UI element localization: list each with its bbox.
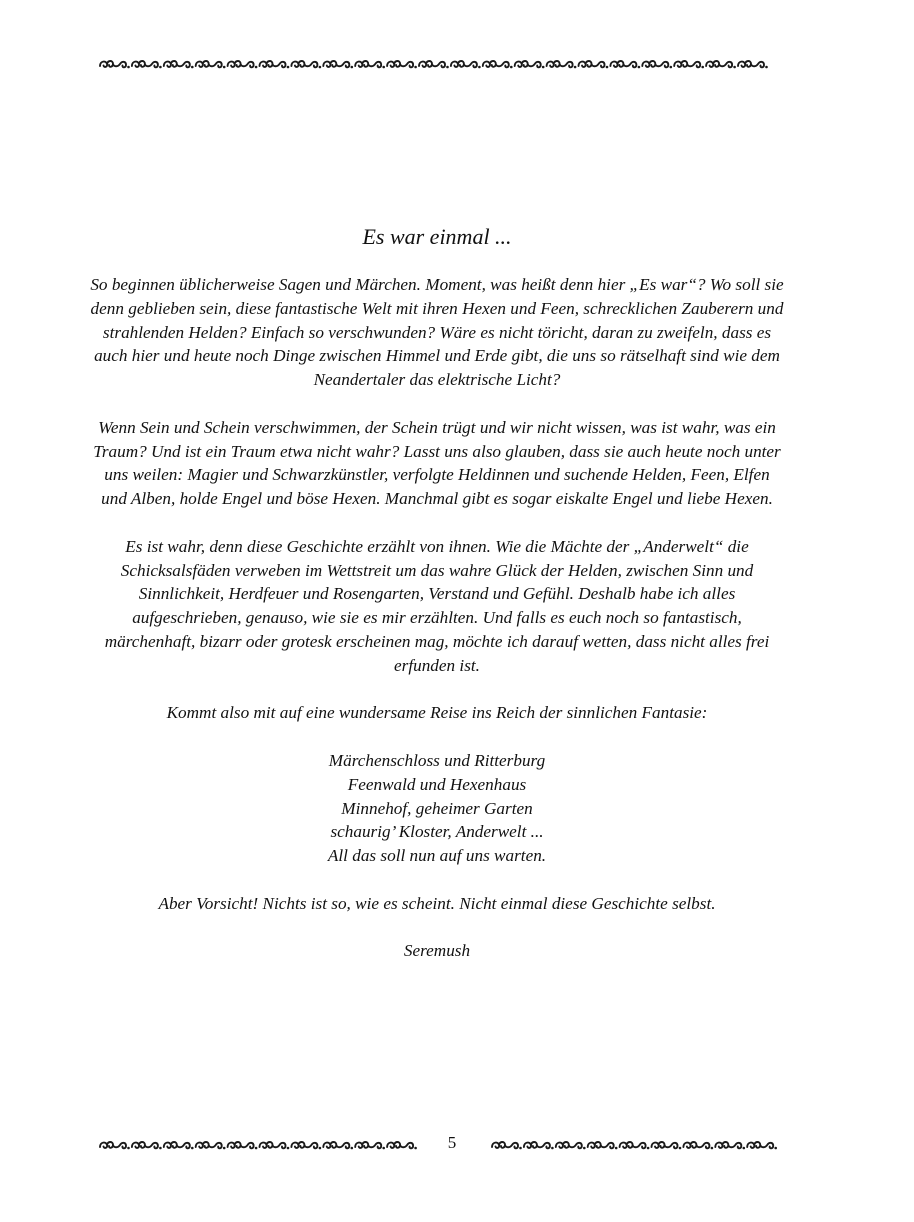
- scroll-ornament-icon: [97, 55, 771, 73]
- scroll-curl-icon: [260, 61, 290, 68]
- scroll-curl-icon: [291, 1142, 321, 1149]
- scroll-curl-icon: [738, 61, 768, 68]
- scroll-curl-icon: [524, 1142, 554, 1149]
- scroll-curl-icon: [323, 1142, 353, 1149]
- paragraph-4: Kommt also mit auf eine wundersame Reise ins Reich der sinnlichen Fantasie:: [166, 703, 708, 723]
- scroll-curl-icon: [610, 61, 640, 68]
- page-title: Es war einmal ...: [362, 224, 512, 249]
- scroll-curl-icon: [588, 1142, 618, 1149]
- scroll-curl-icon: [652, 1142, 682, 1149]
- scroll-curl-icon: [642, 61, 672, 68]
- scroll-curl-icon: [100, 1142, 130, 1149]
- scroll-curl-icon: [515, 61, 545, 68]
- poem-line: Märchenschloss und Ritterburg: [328, 750, 546, 770]
- closing-line: Aber Vorsicht! Nichts ist so, wie es scheint. Nicht einmal diese Geschichte selbst.: [158, 893, 716, 913]
- scroll-curl-icon: [164, 61, 194, 68]
- scroll-curl-icon: [291, 61, 321, 68]
- page-body: [90, 222, 784, 963]
- scroll-curl-icon: [387, 61, 417, 68]
- scroll-curl-icon: [196, 61, 226, 68]
- scroll-curl-icon: [164, 1142, 194, 1149]
- poem-line: Feenwald und Hexenhaus: [347, 774, 527, 794]
- scroll-curl-icon: [132, 61, 162, 68]
- scroll-curl-icon: [132, 1142, 162, 1149]
- page-number: 5: [447, 1133, 457, 1152]
- paragraph-1: So beginnen üblicherweise Sagen und Märchen. Moment, was heißt denn hier „Es war“? Wo soll sie denn geblieben sein, diese fantastische Welt mit ihren Hexen und Feen, schrecklichen Zauberern und strahlenden Helden? Einfach so verschwunden? Wäre es nicht töricht, daran zu zweifeln, dass es auch hier und heute noch Dinge zwischen Himmel und Erde gibt, die uns so rätselhaft sind wie dem Neandertaler das elektrische Licht?: [90, 275, 784, 390]
- scroll-curl-icon: [620, 1142, 650, 1149]
- scroll-curl-icon: [196, 1142, 226, 1149]
- scroll-curl-icon: [323, 61, 353, 68]
- scroll-curl-icon: [483, 61, 513, 68]
- poem: [90, 749, 784, 868]
- scroll-curl-icon: [556, 1142, 586, 1149]
- scroll-curl-icon: [228, 1142, 258, 1149]
- scroll-curl-icon: [228, 61, 258, 68]
- scroll-curl-icon: [706, 61, 736, 68]
- scroll-curl-icon: [579, 61, 609, 68]
- footer-left-scroll-ornament: [97, 1136, 420, 1154]
- scroll-curl-icon: [747, 1142, 777, 1149]
- footer-right-scroll-ornament: [489, 1136, 780, 1154]
- scroll-curl-icon: [260, 1142, 290, 1149]
- scroll-curl-icon: [355, 1142, 385, 1149]
- scroll-curl-icon: [100, 61, 130, 68]
- scroll-curl-icon: [419, 61, 449, 68]
- scroll-curl-icon: [492, 1142, 522, 1149]
- scroll-curl-icon: [674, 61, 704, 68]
- poem-line: Minnehof, geheimer Garten: [341, 798, 533, 818]
- signature: Seremush: [403, 941, 471, 961]
- paragraph-2: Wenn Sein und Schein verschwimmen, der Schein trügt und wir nicht wissen, was ist wahr, was ein Traum? Und ist ein Traum etwa nicht wahr? Lasst uns also glauben, dass sie auch heute noch unter uns weilen: Magier und Schwarzkünstler, verfolgte Heldinnen und suchende Helden, Feen, Elfen und Alben, holde Engel und böse Hexen. Manchmal gibt es sogar eiskalte Engel und liebe Hexen.: [93, 417, 781, 509]
- poem-line: All das soll nun auf uns warten.: [327, 846, 547, 866]
- paragraph-3: Es ist wahr, denn diese Geschichte erzählt von ihnen. Wie die Mächte der „Anderwelt“ die Schicksalsfäden verweben im Wettstreit um das wahre Glück der Helden, zwischen Sinn und Sinnlichkeit, Herdfeuer und Rosengarten, Verstand und Gefühl. Deshalb habe ich alles aufgeschrieben, genauso, wie sie es mir erzählten. Und falls es euch noch so fantastisch, märchenhaft, bizarr oder grotesk erscheinen mag, möchte ich darauf wetten, dass nicht alles frei erfunden ist.: [104, 536, 770, 675]
- scroll-ornament-icon: [97, 1136, 420, 1154]
- scroll-ornament-icon: [489, 1136, 780, 1154]
- scroll-curl-icon: [715, 1142, 745, 1149]
- scroll-curl-icon: [387, 1142, 417, 1149]
- top-scroll-ornament: [97, 55, 771, 73]
- scroll-curl-icon: [355, 61, 385, 68]
- scroll-curl-icon: [451, 61, 481, 68]
- scroll-curl-icon: [683, 1142, 713, 1149]
- scroll-curl-icon: [547, 61, 577, 68]
- poem-line: schaurig’ Kloster, Anderwelt ...: [330, 822, 544, 842]
